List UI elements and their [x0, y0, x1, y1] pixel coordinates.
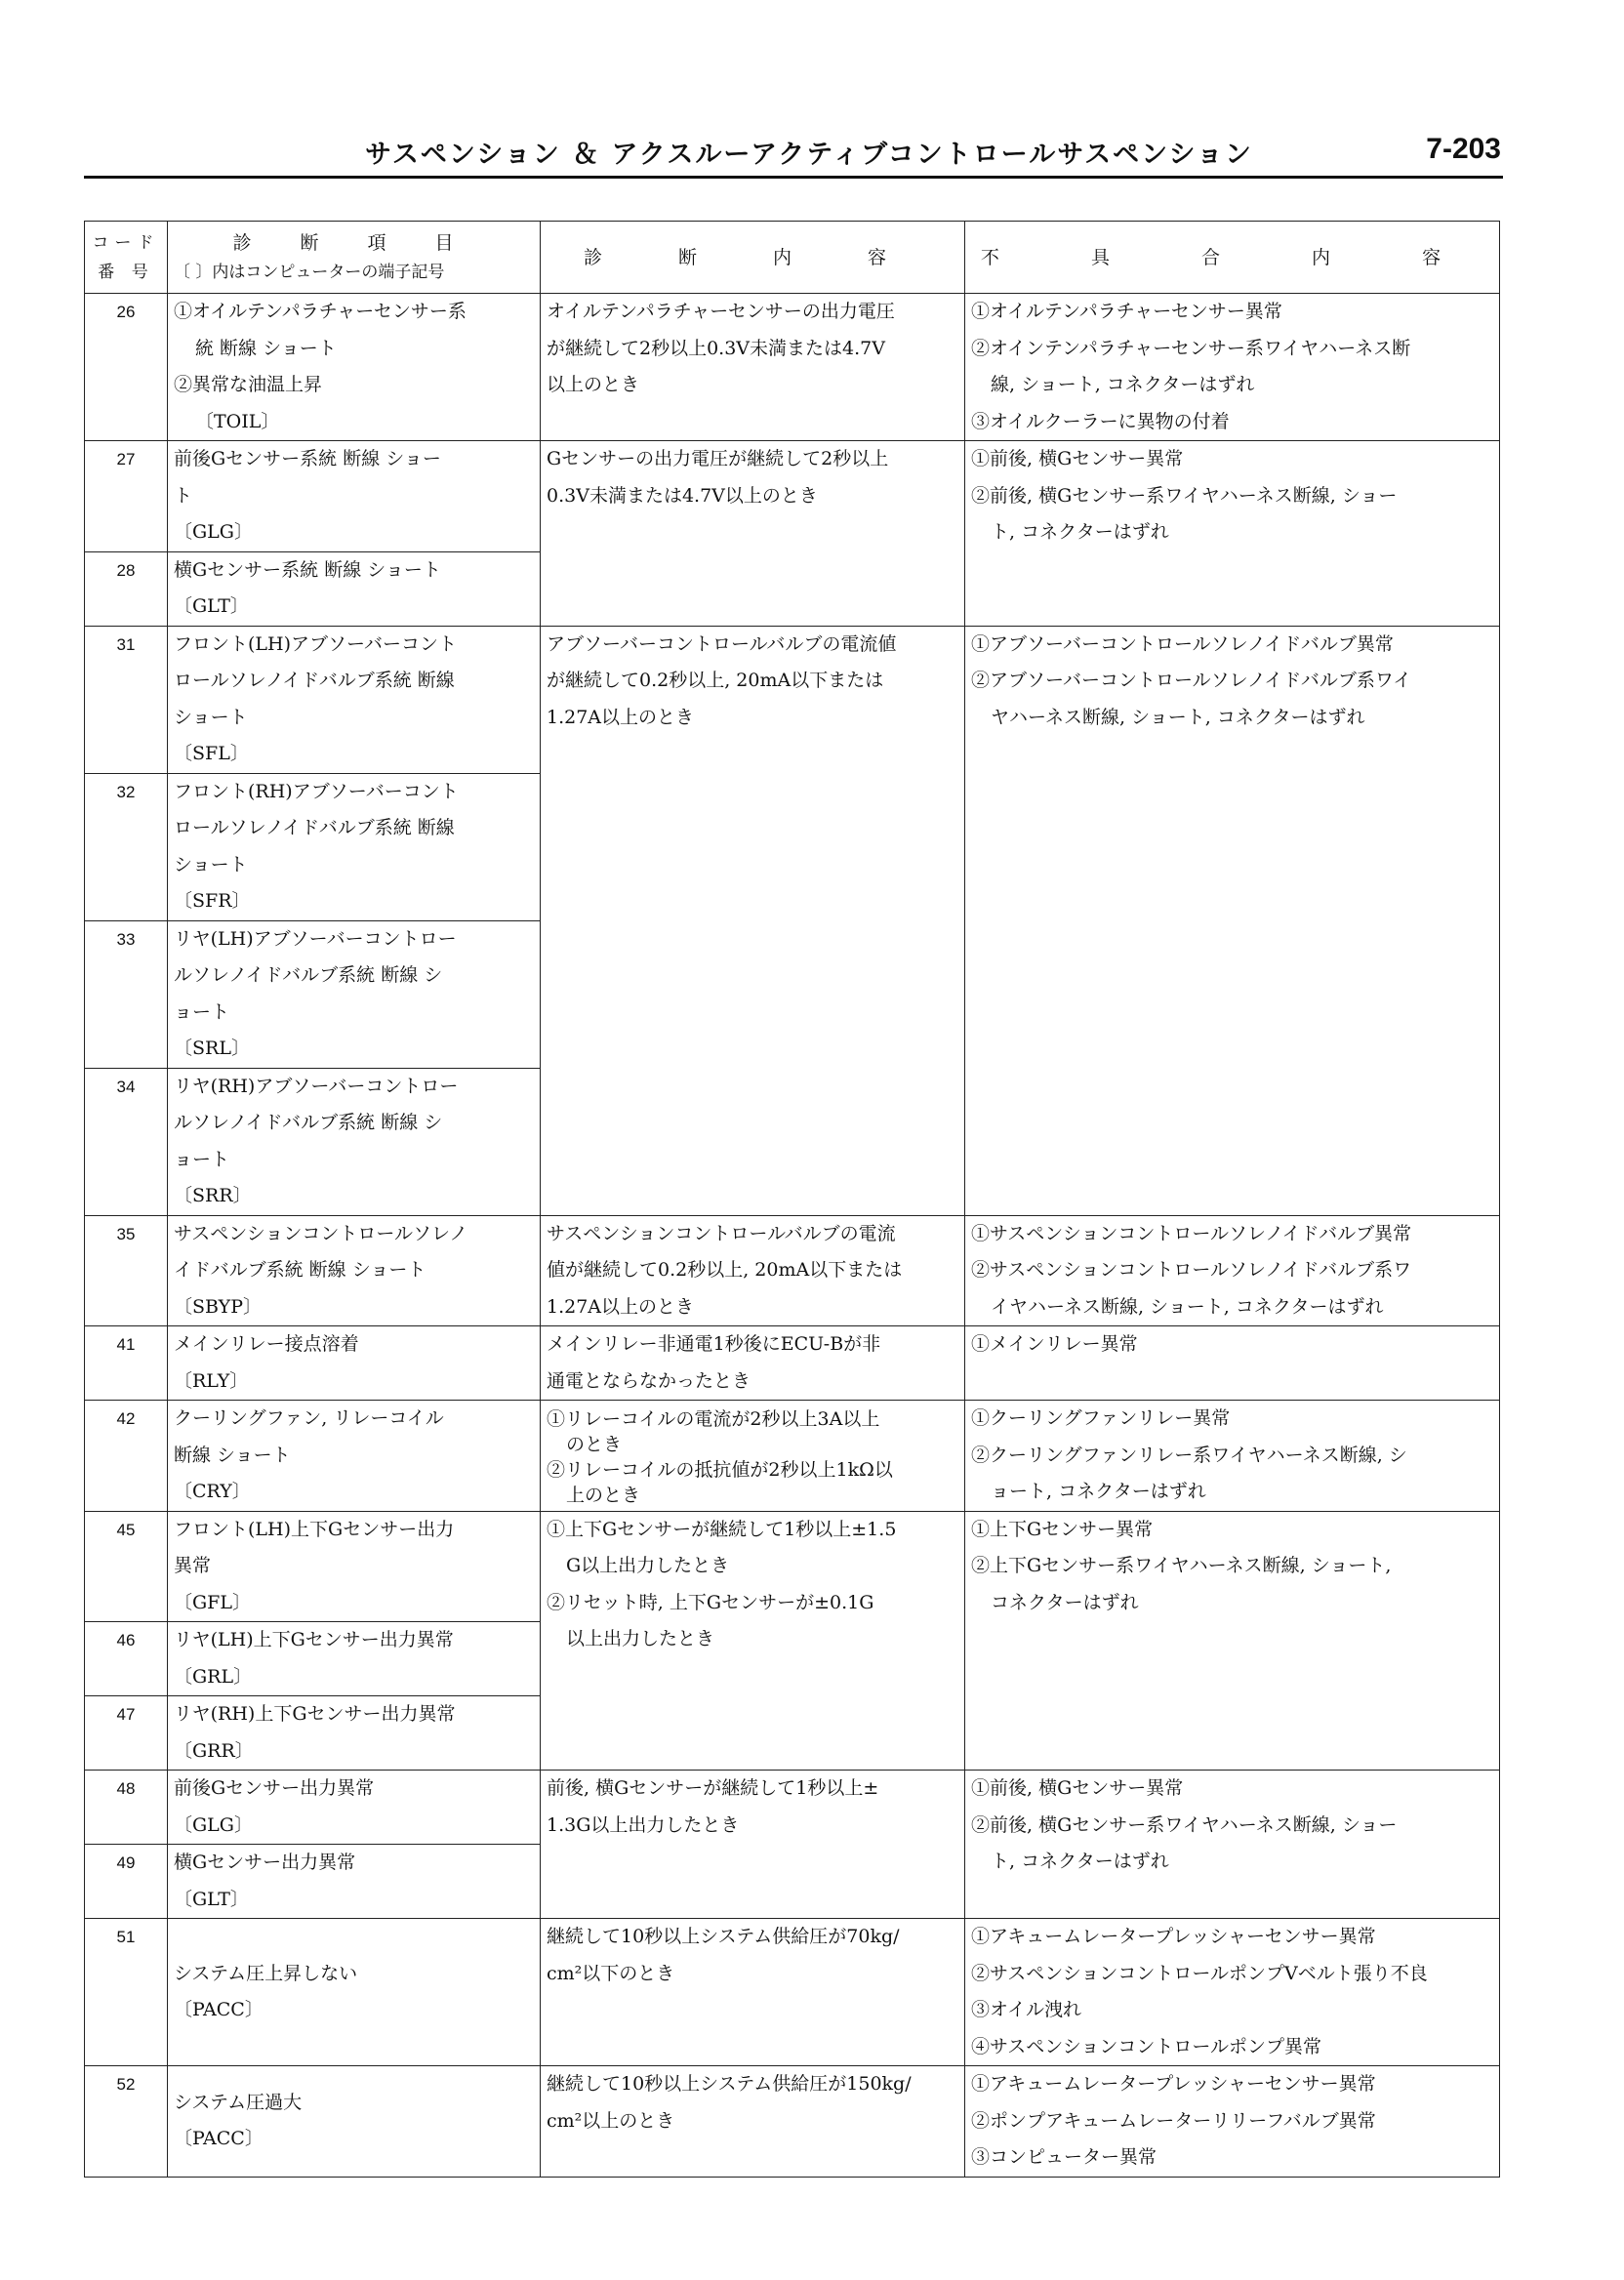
item-line: 〔SRL〕 [174, 1038, 250, 1059]
row-item [168, 920, 541, 1068]
row-fault [965, 626, 1500, 1215]
fault-line: ②前後, 横Gセンサー系ワイヤハーネス断線, ショー [971, 484, 1398, 507]
row-code: 32 [85, 773, 168, 920]
item-line: 異常 [174, 1555, 212, 1576]
page-header [84, 129, 1503, 176]
page-number: 7-203 [1426, 133, 1501, 165]
item-line: 横Gセンサー系統 断線 ショート [174, 558, 441, 581]
row-code: 26 [85, 294, 168, 441]
header-content [541, 222, 965, 294]
table-row [85, 1511, 1500, 1622]
item-line: 〔SFR〕 [174, 890, 251, 912]
table-row [85, 2066, 1500, 2178]
item-line: 〔RLY〕 [174, 1369, 249, 1392]
content-line: 1.3G以上出力したとき [547, 1813, 740, 1836]
item-line: 〔GLT〕 [174, 595, 249, 617]
row-code: 49 [85, 1845, 168, 1919]
row-fault [965, 1326, 1500, 1401]
item-line: 横Gセンサー出力異常 [174, 1852, 356, 1873]
row-item [168, 294, 541, 441]
content-line: cm²以上のとき [547, 2109, 675, 2132]
row-fault [965, 1919, 1500, 2066]
row-code: 41 [85, 1326, 168, 1401]
table-header-row [85, 222, 1500, 294]
fault-line: ①オイルテンパラチャーセンサー異常 [971, 301, 1282, 322]
item-line: システム圧過大 [174, 2091, 303, 2113]
fault-line: ②アブソーバーコントロールソレノイドバルブ系ワイ [971, 670, 1412, 691]
row-fault [965, 294, 1500, 441]
content-line: Gセンサーの出力電圧が継続して2秒以上 [547, 448, 889, 469]
content-line: が継続して0.2秒以上, 20mA以下または [547, 670, 884, 691]
row-item [168, 1215, 541, 1326]
table-row [85, 1401, 1500, 1512]
fault-line: ①クーリングファンリレー異常 [971, 1407, 1231, 1429]
row-fault [965, 441, 1500, 627]
item-line: 〔GRR〕 [174, 1739, 254, 1762]
content-line: ①リレーコイルの電流が2秒以上3A以上 [547, 1408, 880, 1430]
fault-line: ト, コネクターはずれ [991, 521, 1169, 543]
content-line: 0.3V未満または4.7V以上のとき [547, 484, 818, 507]
row-fault [965, 1511, 1500, 1771]
header-fault-label: 不 具 合 内 容 [980, 246, 1484, 268]
content-line: 以上のとき [547, 374, 640, 395]
item-line: ルソレノイドバルブ系統 断線 シ [174, 1112, 443, 1133]
item-line: 前後Gセンサー系統 断線 ショー [174, 448, 441, 469]
header-item-line2: 〔 〕内はコンピューターの端子記号 [174, 262, 445, 282]
content-line: 以上出力したとき [566, 1628, 715, 1649]
item-line: 〔GFL〕 [174, 1591, 251, 1613]
row-item [168, 1068, 541, 1215]
row-code: 42 [85, 1401, 168, 1512]
item-line: メインリレー接点溶着 [174, 1333, 359, 1355]
table-row [85, 294, 1500, 441]
item-line: 〔PACC〕 [174, 2128, 264, 2150]
fault-line: 線, ショート, コネクターはずれ [991, 374, 1255, 395]
row-code: 47 [85, 1696, 168, 1771]
content-line: 通電とならなかったとき [547, 1369, 751, 1392]
header-content-label: 診 断 内 容 [583, 246, 922, 268]
item-line: 断線 ショート [174, 1444, 291, 1466]
item-line: ②異常な油温上昇 [174, 374, 323, 395]
content-line: メインリレー非通電1秒後にECU-Bが非 [547, 1333, 881, 1355]
item-line: 〔SFL〕 [174, 743, 249, 764]
row-content [541, 1326, 965, 1401]
content-line: G以上出力したとき [566, 1555, 730, 1576]
fault-line: ①アブソーバーコントロールソレノイドバルブ異常 [971, 632, 1394, 655]
fault-line: ①上下Gセンサー異常 [971, 1518, 1154, 1540]
row-code: 48 [85, 1771, 168, 1845]
item-line: ルソレノイドバルブ系統 断線 シ [174, 964, 443, 986]
fault-line: ②前後, 横Gセンサー系ワイヤハーネス断線, ショー [971, 1813, 1398, 1836]
row-item [168, 1622, 541, 1696]
item-line: 〔PACC〕 [174, 1999, 264, 2020]
row-item [168, 1771, 541, 1845]
content-line: オイルテンパラチャーセンサーの出力電圧 [547, 301, 895, 322]
content-line: アブソーバーコントロールバルブの電流値 [547, 632, 897, 655]
item-line: サスペンションコントロールソレノ [174, 1222, 468, 1244]
item-line: ロールソレノイドバルブ系統 断線 [174, 817, 455, 838]
item-line: リヤ(LH)アブソーバーコントロー [174, 927, 457, 950]
item-line: 〔SRR〕 [174, 1185, 252, 1206]
item-line: 〔TOIL〕 [195, 410, 280, 432]
row-item [168, 1401, 541, 1512]
fault-line: ①アキュームレータープレッシャーセンサー異常 [971, 2073, 1376, 2095]
content-line: 継続して10秒以上システム供給圧が150kg/ [547, 2073, 912, 2095]
content-line: ②リレーコイルの抵抗値が2秒以上1kΩ以 [547, 1459, 893, 1481]
row-content [541, 2066, 965, 2178]
header-code [85, 222, 168, 294]
content-line: のとき [566, 1434, 623, 1455]
row-item [168, 441, 541, 552]
fault-line: ②ポンプアキュームレーターリリーフバルブ異常 [971, 2109, 1376, 2132]
table-row [85, 1771, 1500, 1845]
table-row [85, 1326, 1500, 1401]
table-row [85, 1919, 1500, 2066]
item-line: ショート [174, 853, 248, 875]
row-item [168, 551, 541, 626]
item-line: 〔GLT〕 [174, 1888, 249, 1910]
header-code-line1: コード [92, 232, 160, 253]
header-fault [965, 222, 1500, 294]
row-fault [965, 2066, 1500, 2178]
row-code: 35 [85, 1215, 168, 1326]
fault-line: コネクターはずれ [991, 1591, 1139, 1613]
row-code: 52 [85, 2066, 168, 2178]
content-line: 1.27A以上のとき [547, 706, 695, 728]
row-code: 31 [85, 626, 168, 773]
item-line: フロント(RH)アブソーバーコント [174, 780, 459, 802]
row-code: 51 [85, 1919, 168, 2066]
table-row [85, 441, 1500, 552]
fault-line: ト, コネクターはずれ [991, 1851, 1169, 1872]
item-line: フロント(LH)上下Gセンサー出力 [174, 1518, 455, 1540]
content-line: ①上下Gセンサーが継続して1秒以上±1.5 [547, 1518, 897, 1540]
content-line: 1.27A以上のとき [547, 1295, 695, 1318]
header-rule [84, 176, 1503, 179]
header-item-line1: 診 断 項 目 [232, 231, 475, 254]
row-content [541, 1919, 965, 2066]
content-line: 上のとき [566, 1485, 641, 1506]
table-row [85, 626, 1500, 773]
row-item [168, 1919, 541, 2066]
item-line: ト [174, 484, 193, 507]
row-code: 28 [85, 551, 168, 626]
row-item [168, 626, 541, 773]
content-line: 値が継続して0.2秒以上, 20mA以下または [547, 1259, 903, 1281]
fault-line: ヤハーネス断線, ショート, コネクターはずれ [991, 706, 1365, 728]
row-fault [965, 1401, 1500, 1512]
item-line: 〔CRY〕 [174, 1481, 251, 1502]
row-content [541, 626, 965, 1215]
item-line: リヤ(RH)上下Gセンサー出力異常 [174, 1703, 456, 1725]
item-line: ョート [174, 1000, 230, 1023]
fault-line: ②上下Gセンサー系ワイヤハーネス断線, ショート, [971, 1555, 1392, 1576]
item-line: システム圧上昇しない [174, 1962, 358, 1984]
header-item [168, 222, 541, 294]
row-item [168, 1696, 541, 1771]
row-code: 33 [85, 920, 168, 1068]
fault-line: ①サスペンションコントロールソレノイドバルブ異常 [971, 1222, 1412, 1244]
row-fault [965, 1771, 1500, 1919]
row-code: 34 [85, 1068, 168, 1215]
item-line: フロント(LH)アブソーバーコント [174, 632, 458, 655]
fault-line: ④サスペンションコントロールポンプ異常 [971, 2035, 1322, 2057]
item-line: 〔GLG〕 [174, 521, 253, 543]
diagnosis-code-table [84, 221, 1500, 2178]
fault-line: ョート, コネクターはずれ [991, 1481, 1206, 1502]
fault-line: ③オイル洩れ [971, 1999, 1082, 2020]
item-line: クーリングファン, リレーコイル [174, 1407, 444, 1429]
row-fault [965, 1215, 1500, 1326]
fault-line: ②サスペンションコントロールポンプVベルト張り不良 [971, 1962, 1428, 1984]
fault-line: ②サスペンションコントロールソレノイドバルブ系ワ [971, 1259, 1412, 1281]
fault-line: ①前後, 横Gセンサー異常 [971, 1777, 1184, 1799]
item-line: 〔GLG〕 [174, 1813, 253, 1836]
row-code: 45 [85, 1511, 168, 1622]
fault-line: ①メインリレー異常 [971, 1333, 1138, 1355]
row-content [541, 441, 965, 627]
item-line: イドバルブ系統 断線 ショート [174, 1259, 426, 1281]
item-line: 〔GRL〕 [174, 1665, 253, 1688]
fault-line: ①前後, 横Gセンサー異常 [971, 448, 1184, 469]
item-line: リヤ(LH)上下Gセンサー出力異常 [174, 1629, 454, 1650]
item-line: リヤ(RH)アブソーバーコントロー [174, 1075, 459, 1097]
row-item [168, 1326, 541, 1401]
row-item [168, 1845, 541, 1919]
fault-line: ②クーリングファンリレー系ワイヤハーネス断線, シ [971, 1444, 1407, 1466]
fault-line: ③コンピューター異常 [971, 2146, 1157, 2168]
row-content [541, 294, 965, 441]
content-line: サスペンションコントロールバルブの電流 [547, 1222, 896, 1244]
item-line: 〔SBYP〕 [174, 1295, 262, 1318]
item-line: ①オイルテンパラチャーセンサー系 [174, 301, 467, 322]
row-code: 27 [85, 441, 168, 552]
fault-line: ②オインテンパラチャーセンサー系ワイヤハーネス断 [971, 337, 1411, 359]
row-content [541, 1771, 965, 1919]
content-line: が継続して2秒以上0.3V未満または4.7V [547, 337, 885, 359]
section-title: サスペンション ＆ アクスルーアクティブコントロールサスペンション [365, 140, 1253, 170]
header-code-line2: 番 号 [98, 262, 154, 282]
row-content [541, 1401, 965, 1512]
item-line: 統 断線 ショート [195, 337, 337, 359]
content-line: ②リセット時, 上下Gセンサーが±0.1G [547, 1591, 874, 1613]
fault-line: イヤハーネス断線, ショート, コネクターはずれ [991, 1295, 1384, 1318]
row-item [168, 773, 541, 920]
table-row [85, 1215, 1500, 1326]
fault-line: ③オイルクーラーに異物の付着 [971, 410, 1230, 432]
content-line: 前後, 横Gセンサーが継続して1秒以上± [547, 1777, 879, 1799]
item-line: ショート [174, 706, 248, 728]
item-line: ロールソレノイドバルブ系統 断線 [174, 670, 455, 691]
item-line: 前後Gセンサー出力異常 [174, 1777, 375, 1799]
content-line: cm²以下のとき [547, 1962, 675, 1984]
row-item [168, 1511, 541, 1622]
fault-line: ①アキュームレータープレッシャーセンサー異常 [971, 1926, 1376, 1947]
row-content [541, 1215, 965, 1326]
row-content [541, 1511, 965, 1771]
item-line: ョート [174, 1148, 230, 1170]
content-line: 継続して10秒以上システム供給圧が70kg/ [547, 1926, 900, 1947]
row-code: 46 [85, 1622, 168, 1696]
row-item [168, 2066, 541, 2178]
